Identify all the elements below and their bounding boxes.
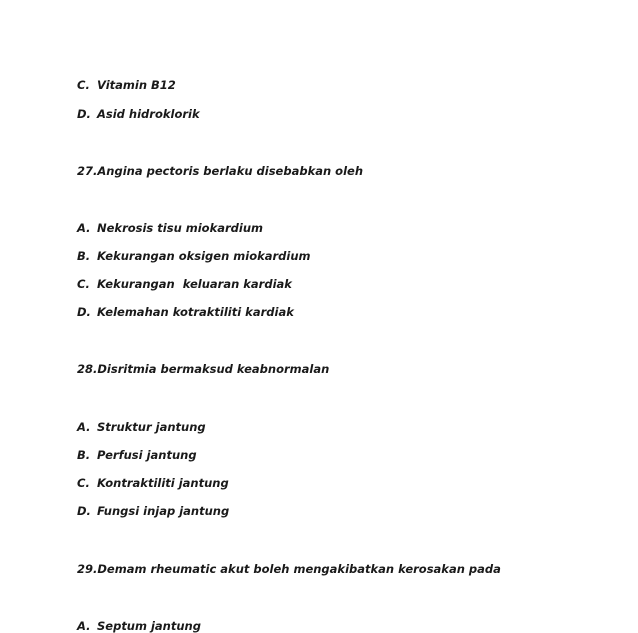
option-text: Kekurangan keluaran kardiak <box>97 277 292 291</box>
option-text: Vitamin B12 <box>97 78 176 92</box>
option-letter: B. <box>77 448 91 462</box>
option-d-q28 <box>77 504 229 518</box>
option-letter: D. <box>77 107 91 121</box>
option-letter: D. <box>77 305 91 319</box>
option-text: Kelemahan kotraktiliti kardiak <box>97 305 294 319</box>
question-28: 28.Disritmia bermaksud keabnormalan <box>77 362 330 376</box>
option-text: Kekurangan oksigen miokardium <box>97 249 311 263</box>
option-letter: D. <box>77 504 91 518</box>
option-letter: B. <box>77 249 91 263</box>
option-text: Perfusi jantung <box>97 448 197 462</box>
option-a-q29 <box>77 619 201 633</box>
option-text: Nekrosis tisu miokardium <box>97 221 264 235</box>
option-a-q28 <box>77 420 206 434</box>
option-text: Asid hidroklorik <box>97 107 200 121</box>
option-c-q26 <box>77 78 176 92</box>
option-b-q27 <box>77 249 311 263</box>
option-c-q28 <box>77 476 229 490</box>
option-b-q28 <box>77 448 197 462</box>
option-d-q26 <box>77 107 200 121</box>
question-27: 27.Angina pectoris berlaku disebabkan oleh <box>77 164 364 178</box>
option-letter: C. <box>77 78 90 92</box>
option-letter: A. <box>77 221 91 235</box>
option-text: Struktur jantung <box>97 420 206 434</box>
option-c-q27 <box>77 277 292 291</box>
option-text: Fungsi injap jantung <box>97 504 230 518</box>
option-letter: A. <box>77 619 91 633</box>
option-a-q27 <box>77 221 263 235</box>
option-letter: C. <box>77 476 90 490</box>
option-letter: C. <box>77 277 90 291</box>
option-letter: A. <box>77 420 91 434</box>
question-29: 29.Demam rheumatic akut boleh mengakibatkan kerosakan pada <box>77 562 501 576</box>
option-text: Septum jantung <box>97 619 201 633</box>
option-text: Kontraktiliti jantung <box>97 476 229 490</box>
option-d-q27 <box>77 305 294 319</box>
